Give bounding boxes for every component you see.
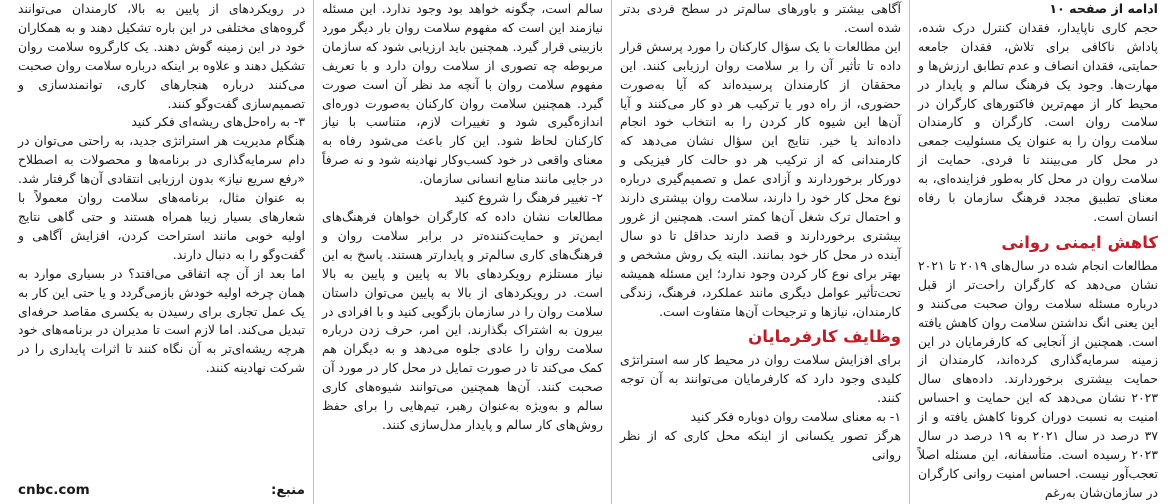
article-column-4 [10,0,314,504]
article-column-1 [910,0,1166,504]
paragraph: این مطالعات با یک سؤال کارکنان را مورد پرسش قرار داده تا تأثیر آن را بر سلامت روان ارزیابی کنند. این محققان از کارمندان پرسیده‌اند که آیا به‌صورت حضوری، از راه دور یا ترکیب هر دو کار می‌کنند و آیا آن‌ها این شیوه کار کردن را به انتخاب خود انجام داده‌اند یا خیر. نتایج این سؤال نشان می‌دهد که کارمندانی که از ترکیب هر دو حالت کار فیزیکی و دورکار برخوردارند و آزادی عمل و تصمیم‌گیری درباره نوع محل کار خود را دارند، سلامت روان بیشتری دارند و احتمال ترک شغل آن‌ها کمتر است. همچنین از غرور بیشتری برخوردارند و قصد دارند حداقل تا دو سال آینده در محل کار خود بمانند. البته یک روش مشخص و بهتر برای نوع کار کردن وجود ندارد؛ این مسئله همیشه تحت‌تأثیر عوامل دیگری مانند عملکرد، فرهنگ، زندگی کارمندان، نیازها و ترجیحات آن‌ها متفاوت است. [620,38,901,319]
paragraph: برای افزایش سلامت روان در محیط کار سه استراتژی کلیدی وجود دارد که کارفرمایان می‌توانند به آن توجه کنند. [620,352,901,406]
continuation-label: ادامه از صفحه ۱۰ [1049,1,1158,16]
source-credit [18,481,305,500]
section-heading-psychological-safety: کاهش ایمنی روانی [1001,232,1158,252]
paragraph: اما بعد از آن چه اتفاقی می‌افتد؟ در بسیاری موارد به همان چرخه اولیه خودش بازمی‌گردد و یا حتی این کار به یک عمل تجاری برای رسیدن به یکسری مقاصد حرفه‌ای تبدیل می‌کند. اما لازم است تا مدیران در برنامه‌های خود هرچه ریشه‌ای‌تر به آن نگاه کنند تا اثرات پایداری را در شرکت نهادینه کنند. [18,265,305,376]
paragraph: مطالعات انجام شده در سال‌های ۲۰۱۹ تا ۲۰۲۱ نشان می‌دهد که کارگران راحت‌تر از قبل درباره مسئله سلامت روان صحبت می‌کنند و این یعنی انگ نداشتن سلامت روان کاهش یافته است. همچنین از آنجایی که کارفرمایان در این زمینه سرمایه‌گذاری کرده‌اند، کارمندان از حمایت بیشتری برخوردارند. داده‌های سال ۲۰۲۳ نشان می‌دهد که این حمایت و احساس امنیت به نسبت دوران کرونا کاهش یافته و از ۳۷ درصد در سال ۲۰۲۱ به ۱۹ درصد در سال ۲۰۲۳ رسیده است. متأسفانه، این مسئله اصلاً تعجب‌آور نیست. احساس امنیت روانی کارگران در سازمان‌شان به‌رغم [918,257,1158,500]
paragraph: آگاهی بیشتر و باورهای سالم‌تر در سطح فردی بدتر شده است. [620,1,901,35]
paragraph: مطالعات نشان داده که کارگران خواهان فرهنگ‌های ایمن‌تر و حمایت‌کننده‌تر در برابر سلامت روان و فرهنگ‌های کاری سالم‌تر و پایدارتر هستند. پاسخ به این نیاز مستلزم رویکردهای بالا به پایین و پایین به بالا است. در رویکردهای از بالا به پایین می‌توان داستان سلامت روان را در سازمان بازگویی کنید و با افرادی در بیرون به اشتراک بگذارند. این امر، حرف زدن درباره سلامت روان را عادی جلوه می‌دهد و به دیگران هم کمک می‌کند تا در صورت تمایل در محل کار در مورد آن صحبت کنند. آن‌ها همچنین می‌توانند شیوه‌های کاری سالم و به‌ویژه به‌عنوان رهبر، تیم‌هایی را برای حفظ روش‌های کار سالم و پایدار مدل‌سازی کنند. [322,208,603,432]
article-column-3 [314,0,612,504]
paragraph: هرگز تصور یکسانی از اینکه محل کاری که از نظر روانی [620,428,901,462]
paragraph: در رویکردهای از پایین به بالا، کارمندان می‌توانند گروه‌های مختلفی در این باره تشکیل دهند و به همکاران خود در این زمینه گوش دهند. یک کارگروه سلامت روان تشکیل دهند و علاوه بر اینکه درباره سلامت روان صحبت می‌کنند درباره هنجارهای کاری، توانمندسازی و تصمیم‌سازی گفت‌وگو کنند. [18,1,305,111]
numbered-subheading: ۱- به معنای سلامت روان دوباره فکر کنید [690,409,901,425]
paragraph: حجم کاری ناپایدار، فقدان کنترل درک شده، پاداش ناکافی برای تلاش، فقدان جامعه حمایتی، فقدان انصاف و عدم تطابق ارزش‌ها و مهارت‌ها. وجود یک فرهنگ سالم و پایدار در محیط کار از مهم‌ترین فاکتورهای کارگران در سلامت روان است. کارگران و کارمندان سلامت روان را به عنوان یک مسئولیت جمعی در محل کار می‌بینند تا فردی. حمایت از سلامت روان در محل کار به‌طور فزاینده‌ای، به معنای تطبیق مجدد فرهنگ سازمان با رفاه انسان است. [918,19,1158,224]
source-domain: cnbc.com [18,482,90,499]
numbered-subheading: ۳- به راه‌حل‌های ریشه‌ای فکر کنید [131,114,305,130]
paragraph: هنگام مدیریت هر استراتژی جدید، به راحتی می‌توان در دام سرمایه‌گذاری در برنامه‌ها و محصولات به اصطلاح «رفع سریع نیاز» بدون ارزیابی انتقادی آن‌ها گرفتار شد. به عنوان مثال، برنامه‌های سلامت روان معمولاً با شعارهای بسیار زیبا همراه هستند و حتی گاهی نتایج اولیه خوبی مانند استراحت کردن، افزایش آگاهی و گفت‌وگو را به دنبال دارند. [18,133,305,262]
article-column-2 [612,0,910,504]
source-label: منبع: [270,482,305,499]
section-heading-employer-duties: وظایف کارفرمایان [748,327,901,347]
paragraph: سالم است، چگونه خواهد بود وجود ندارد. این مسئله نیازمند این است که مفهوم سلامت روان بار دیگر مورد بازبینی قرار گیرد. همچنین باید ارزیابی شود که سازمان مربوطه چه تصوری از سلامت روان دارد و با تعریف مفهوم سلامت روان با آنچه مد نظر آن است صورت گیرد. همچنین سلامت روان کارکنان به‌صورت دوره‌ای اندازه‌گیری شود و تغییرات لازم، متناسب با نیاز کارکنان لحاظ شود. این کار باعث می‌شود رفاه به معنای واقعی در خود کسب‌وکار نهادینه شود و نه صرفاً در جایی مانند منابع انسانی سازمان. [322,1,603,187]
numbered-subheading: ۲- تغییر فرهنگ را شروع کنید [454,190,603,206]
